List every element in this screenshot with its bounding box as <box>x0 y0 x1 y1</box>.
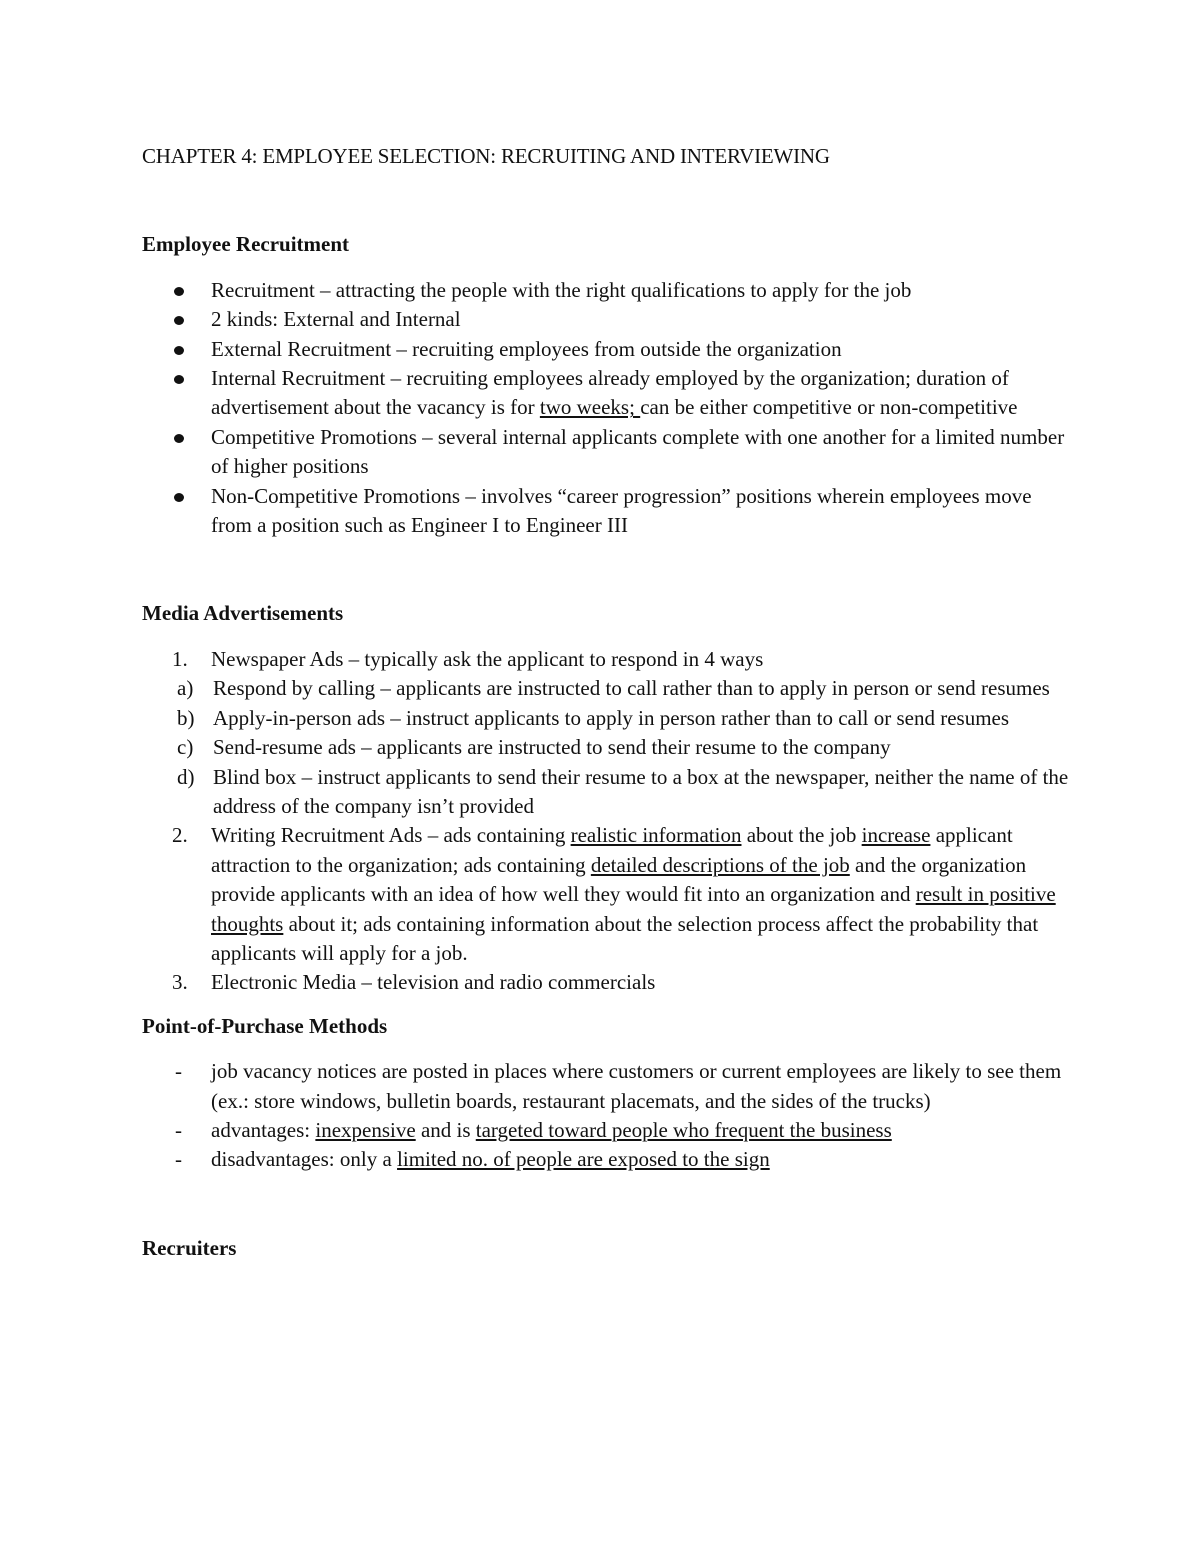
list-number: 3. <box>172 970 188 995</box>
bullet-icon <box>174 346 188 355</box>
list-item: b) Apply-in-person ads – instruct applicants to apply in person rather than to call or send resumes <box>142 704 1072 733</box>
list-number: 1. <box>172 646 188 671</box>
newspaper-sublist <box>142 674 1072 821</box>
list-item: Competitive Promotions – several internal applicants complete with one another for a limited number of higher positions <box>142 423 1072 482</box>
underlined-text: result in positive thoughts <box>211 882 1056 936</box>
underlined-text: inexpensive <box>315 1117 416 1142</box>
pop-list <box>142 1057 1072 1175</box>
bullet-icon <box>174 434 188 443</box>
bullet-icon <box>174 375 188 384</box>
heading-recruiters: Recruiters <box>142 1235 237 1260</box>
list-item: 2. Writing Recruitment Ads – ads containing realistic information about the job increase applicant attraction to the organization; ads containing detailed descriptions of the job and the organization provide applicants with an idea of how well they would fit into an organization and result in positive thoughts about it; ads containing information about the selection process affect the probability that applicants will apply for a job. <box>172 823 1056 965</box>
list-letter: b) <box>177 705 195 730</box>
list-item: Recruitment – attracting the people with the right qualifications to apply for the job <box>142 276 1072 305</box>
document-content <box>142 142 1072 1263</box>
underlined-text: increase <box>861 823 931 848</box>
chapter-title: CHAPTER 4: EMPLOYEE SELECTION: RECRUITING AND INTERVIEWING <box>142 144 830 168</box>
dash-marker: - <box>175 1117 182 1142</box>
list-item: a) Respond by calling – applicants are instructed to call rather than to apply in person or send resumes <box>142 674 1072 703</box>
list-item: External Recruitment – recruiting employees from outside the organization <box>142 335 1072 364</box>
list-number: 2. <box>172 823 188 848</box>
dash-marker: - <box>175 1059 182 1084</box>
list-item: 1. Newspaper Ads – typically ask the applicant to respond in 4 ways a) Respond by calling – applicants are instructed to call rather than to apply in person or send resumes b) Apply-in-person ads – instruct applicants to apply in person rather than to call or send resumes c) Send-resume ads – applicants are instructed to send their resume to the company d) Blind box – instruct applicants to send their resume to a box at the newspaper, neither the name of the address of the company isn’t provided <box>142 645 1072 821</box>
list-item: d) Blind box – instruct applicants to send their resume to a box at the newspaper, neither the name of the address of the company isn’t provided <box>177 764 1069 818</box>
list-item: Non-Competitive Promotions – involves “career progression” positions wherein employees move from a position such as Engineer I to Engineer III <box>142 482 1072 541</box>
heading-media-advertisements: Media Advertisements <box>142 601 344 626</box>
list-letter: c) <box>177 735 194 760</box>
media-list <box>142 645 1072 998</box>
list-item: Internal Recruitment – recruiting employees already employed by the organization; duration of advertisement about the vacancy is for two weeks; can be either competitive or non-competitive <box>142 364 1072 423</box>
list-item: - disadvantages: only a limited no. of people are exposed to the sign <box>142 1145 1072 1174</box>
underlined-text: limited no. of people are exposed to the sign <box>397 1147 770 1172</box>
list-item: 3. Electronic Media – television and radio commercials <box>142 968 1072 997</box>
list-item: 2 kinds: External and Internal <box>142 305 1072 334</box>
bullet-icon <box>174 316 188 325</box>
underlined-text: targeted toward people who frequent the business <box>475 1117 892 1142</box>
underlined-text: two weeks; <box>539 395 641 420</box>
bullet-icon <box>174 287 188 296</box>
recruitment-list <box>142 276 1072 541</box>
heading-employee-recruitment: Employee Recruitment <box>142 232 350 257</box>
underlined-text: detailed descriptions of the job <box>590 852 850 877</box>
list-item: c) Send-resume ads – applicants are instructed to send their resume to the company <box>142 733 1072 762</box>
list-letter: a) <box>177 676 194 701</box>
bullet-icon <box>174 493 188 502</box>
list-item: - job vacancy notices are posted in places where customers or current employees are likely to see them (ex.: store windows, bulletin boards, restaurant placemats, and the sides of the trucks) <box>175 1059 1062 1113</box>
heading-point-of-purchase: Point-of-Purchase Methods <box>142 1013 388 1038</box>
list-item: - advantages: inexpensive and is targeted toward people who frequent the business <box>142 1116 1072 1145</box>
list-letter: d) <box>177 764 195 789</box>
underlined-text: realistic information <box>570 823 742 848</box>
dash-marker: - <box>175 1147 182 1172</box>
